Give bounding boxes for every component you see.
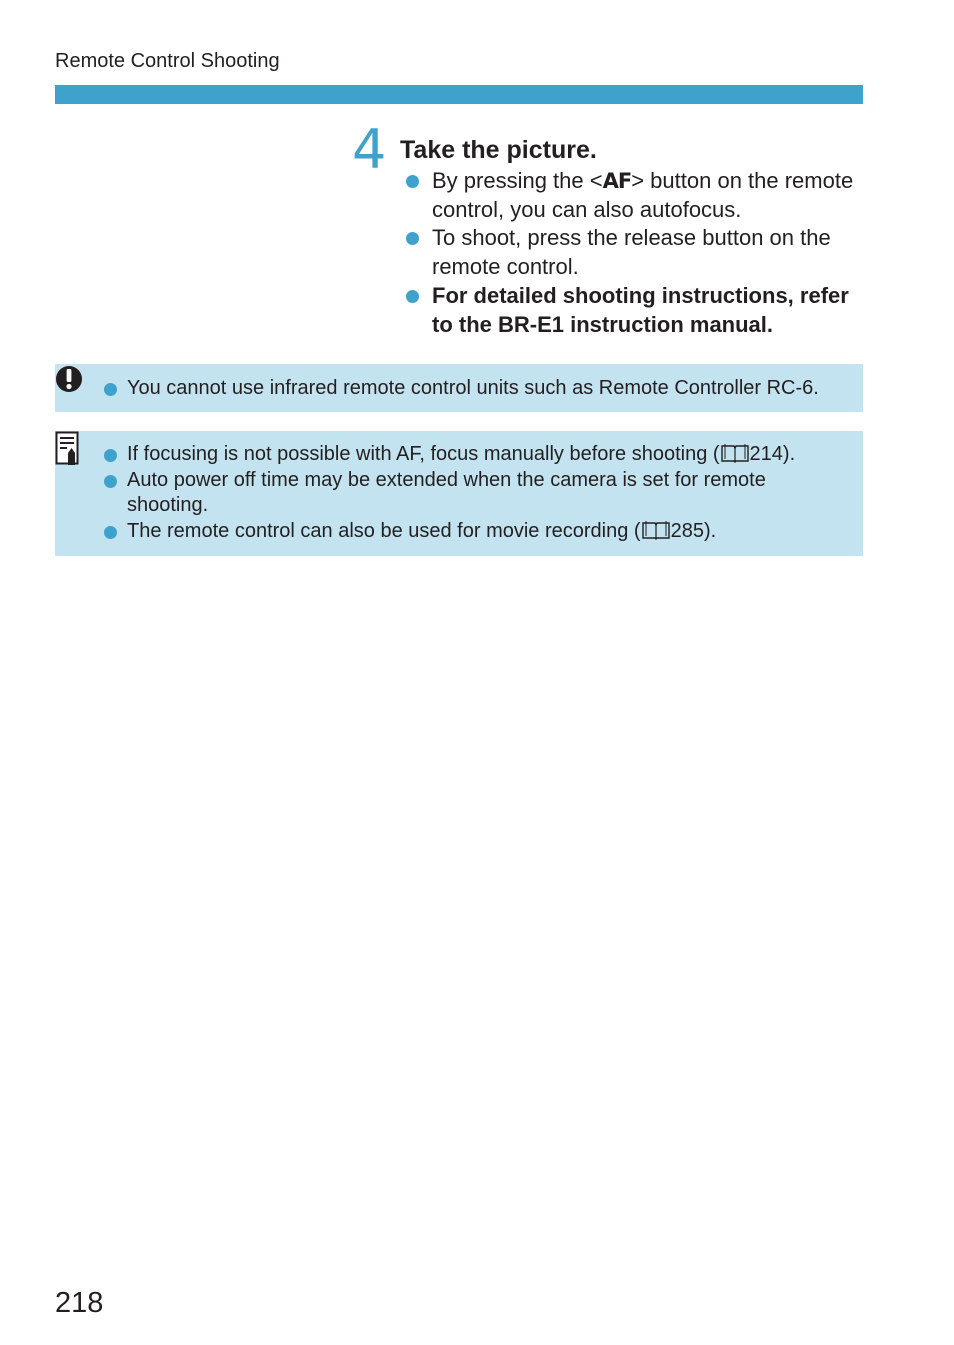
header-bar xyxy=(55,85,863,104)
caution-icon xyxy=(55,364,95,398)
step-bullet-text: To shoot, press the release button on the remote control. xyxy=(432,225,831,280)
note-text-before: If focusing is not possible with AF, focus manually before shooting ( xyxy=(127,443,720,465)
step-bullet-text-after: > button on the remote control, you can also autofocus. xyxy=(432,168,854,222)
note-icon xyxy=(55,431,95,471)
note-box xyxy=(55,431,863,556)
step-bullet-release xyxy=(405,224,875,281)
step-number: 4 xyxy=(352,118,387,181)
note-text-after: ). xyxy=(782,443,796,465)
book-reference-icon xyxy=(721,443,749,463)
step-bullet-list xyxy=(405,167,875,339)
caution-item-text: You cannot use infrared remote control units such as Remote Controller RC-6. xyxy=(127,377,819,399)
section-title: Remote Control Shooting xyxy=(55,50,280,72)
bullet-dot-icon xyxy=(104,449,117,462)
book-reference-icon xyxy=(642,520,670,540)
bullet-dot-icon xyxy=(406,290,419,303)
bullet-dot-icon xyxy=(104,383,117,396)
bullet-dot-icon xyxy=(406,175,419,188)
note-page-ref: 214 xyxy=(749,443,783,465)
step-bullet-text-before: By pressing the < xyxy=(432,168,603,193)
bullet-dot-icon xyxy=(406,232,419,245)
note-text: Auto power off time may be extended when the camera is set for remote shooting. xyxy=(127,468,766,516)
bullet-dot-icon xyxy=(104,526,117,539)
step-bullet-text: For detailed shooting instructions, refer to the BR-E1 instruction manual. xyxy=(432,282,849,337)
caution-list xyxy=(104,376,844,402)
page-number: 218 xyxy=(55,1287,104,1319)
note-item-movie-recording xyxy=(104,519,844,545)
caution-box xyxy=(55,364,863,412)
bullet-dot-icon xyxy=(104,475,117,488)
note-page-ref: 285 xyxy=(670,519,704,542)
step-bullet-manual-reference xyxy=(405,282,875,339)
af-button-glyph: AF xyxy=(602,169,632,193)
note-list xyxy=(104,442,844,544)
note-text-after: ). xyxy=(703,519,717,542)
note-item-auto-power-off xyxy=(104,468,844,519)
caution-item xyxy=(104,376,844,402)
note-item-manual-focus xyxy=(104,442,844,468)
step-title: Take the picture. xyxy=(400,136,597,164)
step-bullet-autofocus xyxy=(405,167,875,224)
note-text-before: The remote control can also be used for movie recording ( xyxy=(127,519,641,542)
